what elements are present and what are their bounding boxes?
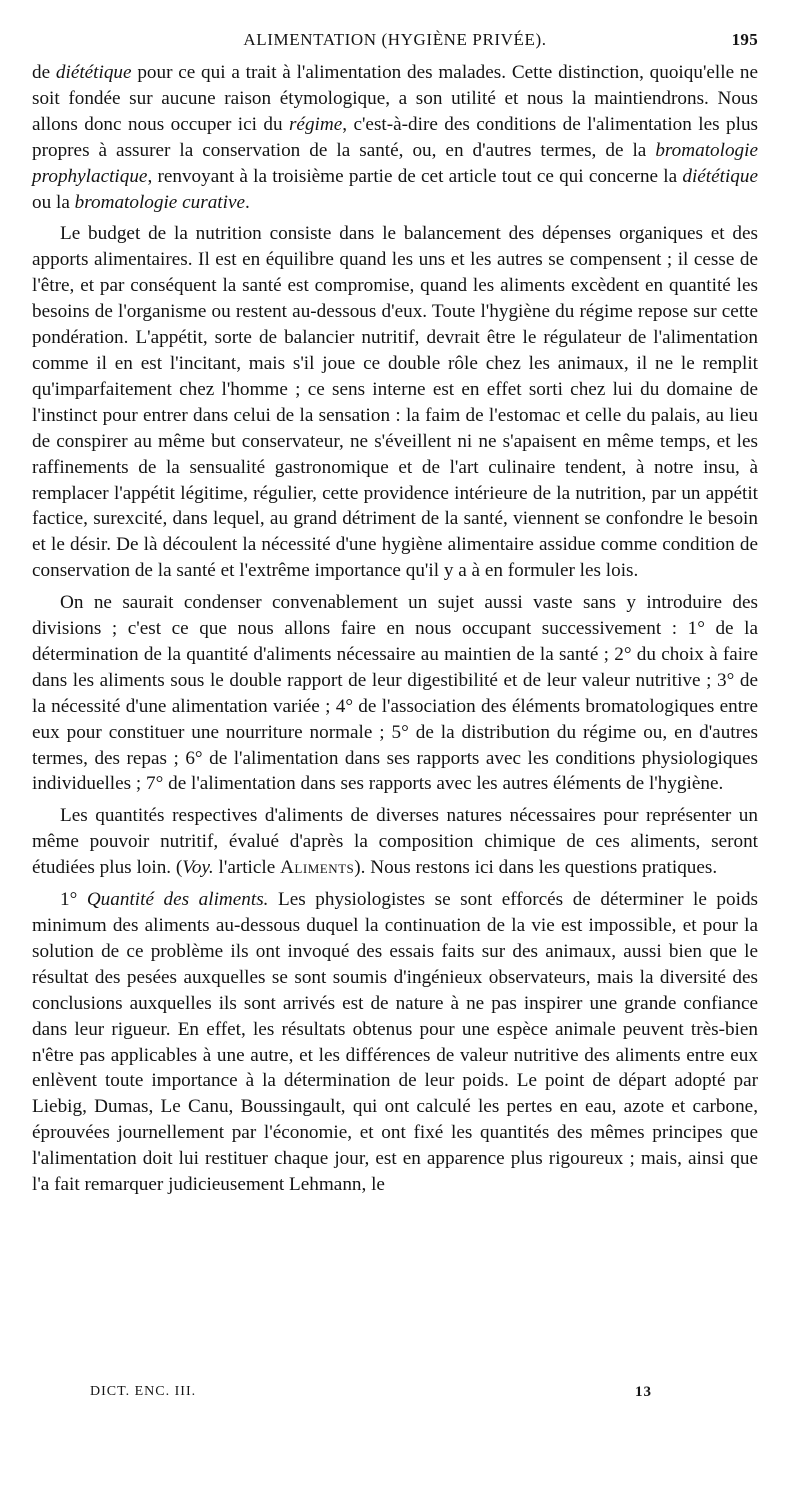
small-caps-text: Aliments bbox=[280, 857, 355, 879]
page-number: 195 bbox=[731, 30, 758, 49]
page-footer bbox=[90, 1384, 652, 1401]
body-text bbox=[32, 60, 758, 1198]
italic-text: diététique bbox=[682, 165, 758, 187]
footer-volume-label: DICT. ENC. III. bbox=[90, 1384, 197, 1399]
italic-text: bromatologie curative bbox=[74, 191, 245, 213]
text-run: ou la bbox=[32, 191, 75, 213]
text-run: On ne saurait condenser convenablement un sujet aussi vaste sans y introduire des divisions ; c'est ce que nous allons faire en nous occupant successivement : 1° de la détermination de la quantité d'aliments nécessaire au maintien de la santé ; 2° du choix à faire dans les aliments sous le double rapport de leur digestibilité et de leur valeur nutritive ; 3° de la nécessité d'une alimentation variée ; 4° de l'association des éléments bromatologiques entre eux pour constituer une nourriture normale ; 5° de la distribution du régime ou, en d'autres termes, des repas ; 6° de l'alimentation dans ses rapports avec les conditions physiologiques individuelles ; 7° de l'alimentation dans ses rapports avec les autres éléments de l'hygiène. bbox=[32, 592, 758, 795]
text-run: pour ce qui a trait à l'alimentation des malades. Cette distinction, quoiqu'elle ne soit fondée sur aucune raison étymologique, a son utilité et nous la maintiendrons. Nous allons donc nous occuper ici du bbox=[32, 62, 758, 135]
italic-text: bromatologie prophylactique bbox=[32, 139, 758, 187]
text-run: de bbox=[32, 62, 56, 83]
text-run: , renvoyant à la troisième partie de cet article tout ce qui concerne la bbox=[147, 165, 683, 187]
signature-mark: 13 bbox=[635, 1384, 652, 1400]
italic-text: Quantité des aliments. bbox=[86, 889, 269, 911]
running-title: ALIMENTATION (HYGIÈNE PRIVÉE). bbox=[243, 30, 547, 49]
text-run: . bbox=[245, 191, 250, 213]
text-run: Le budget de la nutrition consiste dans le balancement des dépenses organiques et des apports alimentaires. Il est en équilibre quand les uns et les autres se compensent ; il cesse de l'être, et par conséquent la santé est compromise, quand les aliments excèdent en quantité les besoins de l'organisme ou restent au-dessous d'eux. Toute l'hygiène du régime repose sur cette pondération. L'appétit, sorte de balancier nutritif, devrait être le régulateur de l'alimentation comme il en est l'incitant, mais s'il joue ce double rôle chez les animaux, il ne le remplit qu'imparfaitement chez l'homme ; ce sens interne est en effet sorti chez lui du domaine de l'instinct pour entrer dans celui de la sensation : la faim de l'estomac et celle du palais, au lieu de conspirer au même but conservateur, ne s'éveillent ni ne s'apaisent en même temps, et les raffinements de la sensualité gastronomique et de l'art culinaire tendent, à notre insu, à remplacer l'appétit légitime, régulier, cette providence intérieure de la nutrition, par un appétit factice, surexcité, dans lequel, au grand détriment de la santé, viennent se confondre le besoin et le désir. De là découlent la nécessité d'une hygiène alimentaire assidue comme condition de conservation de la santé et l'extrême importance qu'il y a à en formuler les lois. bbox=[32, 223, 758, 582]
text-run: ). Nous restons ici dans les questions pratiques. bbox=[354, 857, 718, 879]
italic-text: Voy. bbox=[182, 857, 214, 879]
text-run: Les quantités respectives d'aliments de diverses natures nécessaires pour représenter un même pouvoir nutritif, évalué d'après la composition chimique de ces aliments, seront étudiées plus loin. ( bbox=[32, 805, 758, 879]
paragraph bbox=[32, 803, 758, 881]
paragraph bbox=[32, 221, 758, 584]
italic-text: régime bbox=[288, 113, 343, 135]
text-run: l'article bbox=[213, 857, 281, 879]
paragraph bbox=[32, 590, 758, 797]
text-run: 1° bbox=[60, 889, 87, 911]
text-run: , c'est-à-dire des conditions de l'alimentation les plus propres à assurer la conservation de la santé, ou, en d'autres termes, de la bbox=[32, 113, 759, 161]
text-run: Les physiologistes se sont efforcés de déterminer le poids minimum des aliments au-dessous duquel la continuation de la vie est impossible, et pour la solution de ce problème ils ont invoqué des essais faits sur des animaux, aussi bien que le résultat des pesées auxquelles se sont soumis d'ingénieux observateurs, mais la diversité des conclusions auxquelles ils sont arrivés est de nature à ne pas inspirer une grande confiance dans leur rigueur. En effet, les résultats obtenus pour une espèce animale peuvent très-bien n'être pas applicables à une autre, et les différences de valeur nutritive des aliments entre eux enlèvent toute importance à la détermination de leur poids. Le point de départ adopté par Liebig, Dumas, Le Canu, Boussingault, qui ont calculé les pertes en eau, azote et carbone, éprouvées journellement par l'économie, et ont fixé les quantités des mêmes principes que l'alimentation doit lui restituer chaque jour, est en apparence plus rigoureux ; mais, ainsi que l'a fait remarquer judicieusement Lehmann, le bbox=[32, 889, 758, 1196]
paragraph bbox=[32, 60, 758, 215]
running-head bbox=[32, 30, 758, 56]
paragraph bbox=[32, 887, 758, 1198]
italic-text: diététique bbox=[55, 62, 132, 83]
